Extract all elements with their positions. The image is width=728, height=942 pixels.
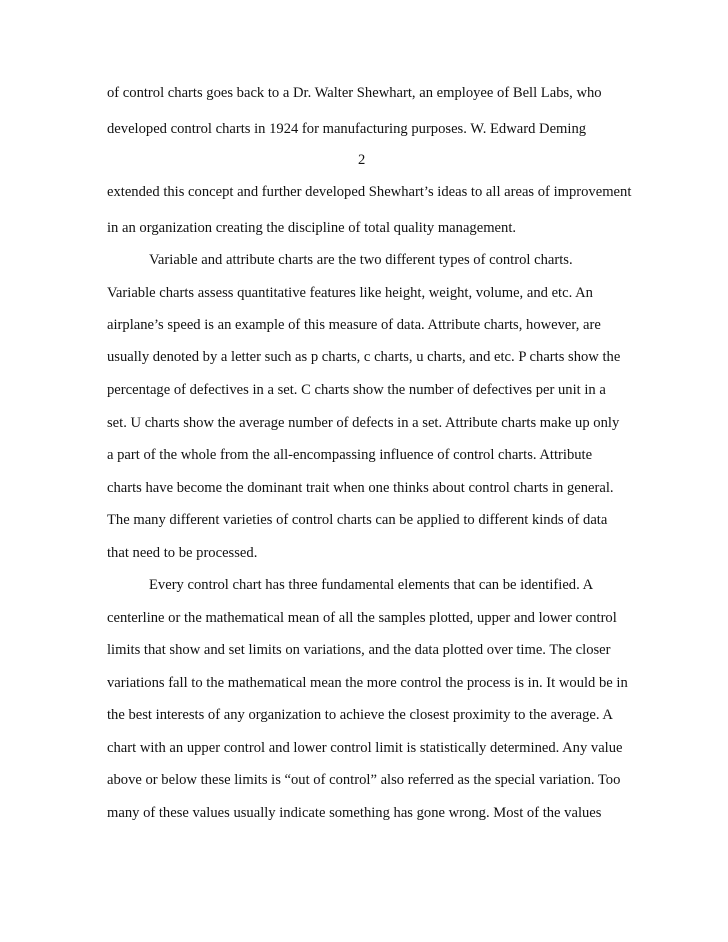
text-line: centerline or the mathematical mean of all the samples plotted, upper and lower control (107, 610, 617, 626)
text-line: airplane’s speed is an example of this measure of data. Attribute charts, however, are (107, 317, 601, 333)
text-line: chart with an upper control and lower control limit is statistically determined. Any value (107, 740, 623, 756)
text-line: in an organization creating the discipline of total quality management. (107, 220, 517, 236)
paragraph-start-line: Every control chart has three fundamental elements that can be identified. A (149, 577, 594, 593)
text-line: many of these values usually indicate something has gone wrong. Most of the values (107, 805, 602, 821)
paragraph-start-line: Variable and attribute charts are the two different types of control charts. (149, 252, 573, 268)
text-line: charts have become the dominant trait when one thinks about control charts in general. (107, 480, 614, 496)
text-line: set. U charts show the average number of defects in a set. Attribute charts make up only (107, 415, 620, 431)
text-line: limits that show and set limits on variations, and the data plotted over time. The closer (107, 642, 611, 658)
text-line: of control charts goes back to a Dr. Walter Shewhart, an employee of Bell Labs, who (107, 85, 602, 101)
text-line: The many different varieties of control charts can be applied to different kinds of data (107, 512, 608, 528)
text-line: extended this concept and further developed Shewhart’s ideas to all areas of improvement (107, 184, 632, 200)
text-line: that need to be processed. (107, 545, 258, 561)
text-line: usually denoted by a letter such as p charts, c charts, u charts, and etc. P charts show the (107, 349, 621, 365)
text-line: percentage of defectives in a set. C charts show the number of defectives per unit in a (107, 382, 606, 398)
text-line: a part of the whole from the all-encompassing influence of control charts. Attribute (107, 447, 593, 463)
text-line: above or below these limits is “out of control” also referred as the special variation. Too (107, 772, 621, 788)
text-line: Variable charts assess quantitative features like height, weight, volume, and etc. An (107, 285, 593, 301)
text-line: variations fall to the mathematical mean the more control the process is in. It would be in (107, 675, 628, 691)
text-line: developed control charts in 1924 for manufacturing purposes. W. Edward Deming (107, 121, 587, 137)
text-line: the best interests of any organization to achieve the closest proximity to the average. A (107, 707, 613, 723)
page-number: 2 (358, 152, 366, 168)
